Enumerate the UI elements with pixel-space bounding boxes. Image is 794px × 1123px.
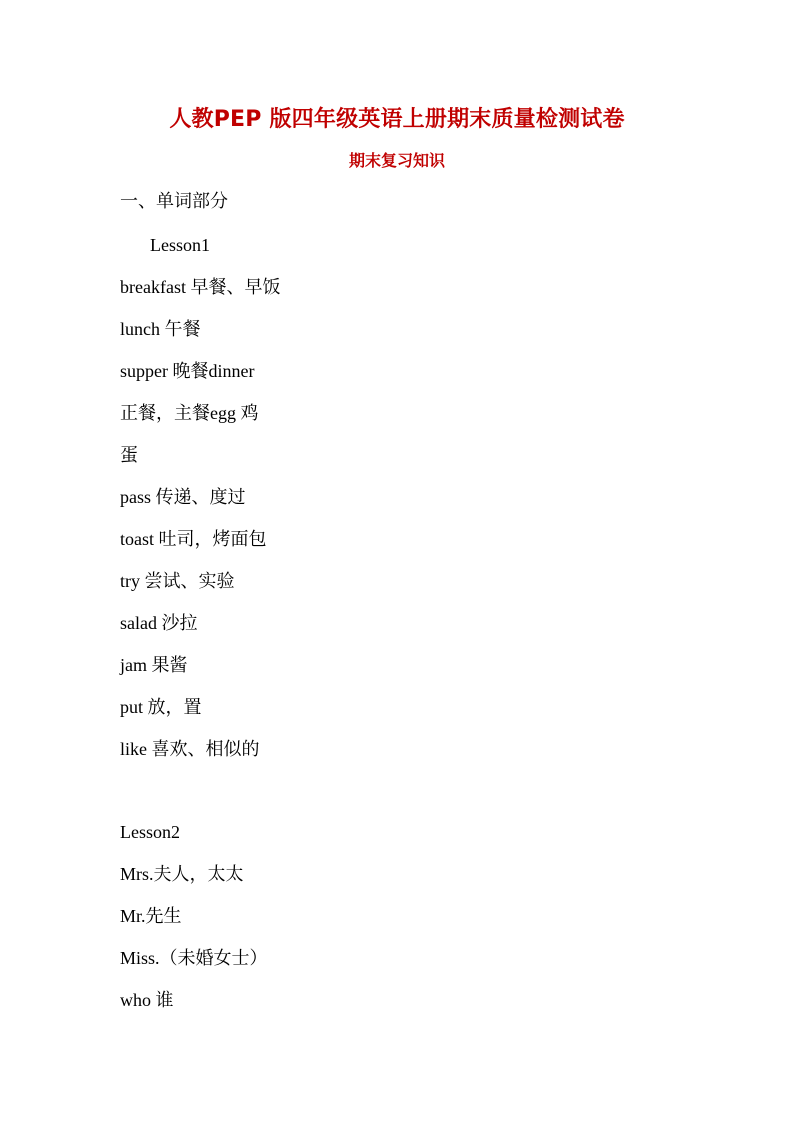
document-title: 人教PEP 版四年级英语上册期末质量检测试卷 — [169, 107, 625, 132]
vocab-line-who: who 谁 — [120, 990, 174, 1010]
document-subtitle: 期末复习知识 — [348, 151, 445, 170]
vocab-line-put: put 放，置 — [120, 697, 202, 717]
vocab-line-supper: supper 晚餐dinner — [120, 361, 255, 381]
vocab-line-breakfast: breakfast 早餐、早饭 — [120, 277, 281, 297]
vocab-line-jam: jam 果酱 — [120, 655, 188, 675]
vocab-line-toast: toast 吐司，烤面包 — [120, 529, 267, 549]
vocab-line-mr: Mr.先生 — [120, 906, 182, 926]
vocab-line-lunch: lunch 午餐 — [120, 319, 201, 339]
vocab-line-egg-cont: 蛋 — [120, 445, 138, 465]
vocab-line-like: like 喜欢、相似的 — [120, 739, 260, 759]
vocab-line-miss: Miss.（未婚女士） — [120, 948, 268, 968]
vocab-line-dinner-egg: 正餐，主餐egg 鸡 — [120, 403, 259, 423]
vocab-line-mrs: Mrs.夫人，太太 — [120, 864, 244, 884]
section-heading: 一、单词部分 — [120, 191, 228, 211]
vocab-line-salad: salad 沙拉 — [120, 613, 198, 633]
vocab-line-try: try 尝试、实验 — [120, 571, 235, 591]
lesson1-heading: Lesson1 — [150, 235, 210, 255]
lesson2-heading: Lesson2 — [120, 822, 180, 842]
vocab-line-pass: pass 传递、度过 — [120, 487, 246, 507]
